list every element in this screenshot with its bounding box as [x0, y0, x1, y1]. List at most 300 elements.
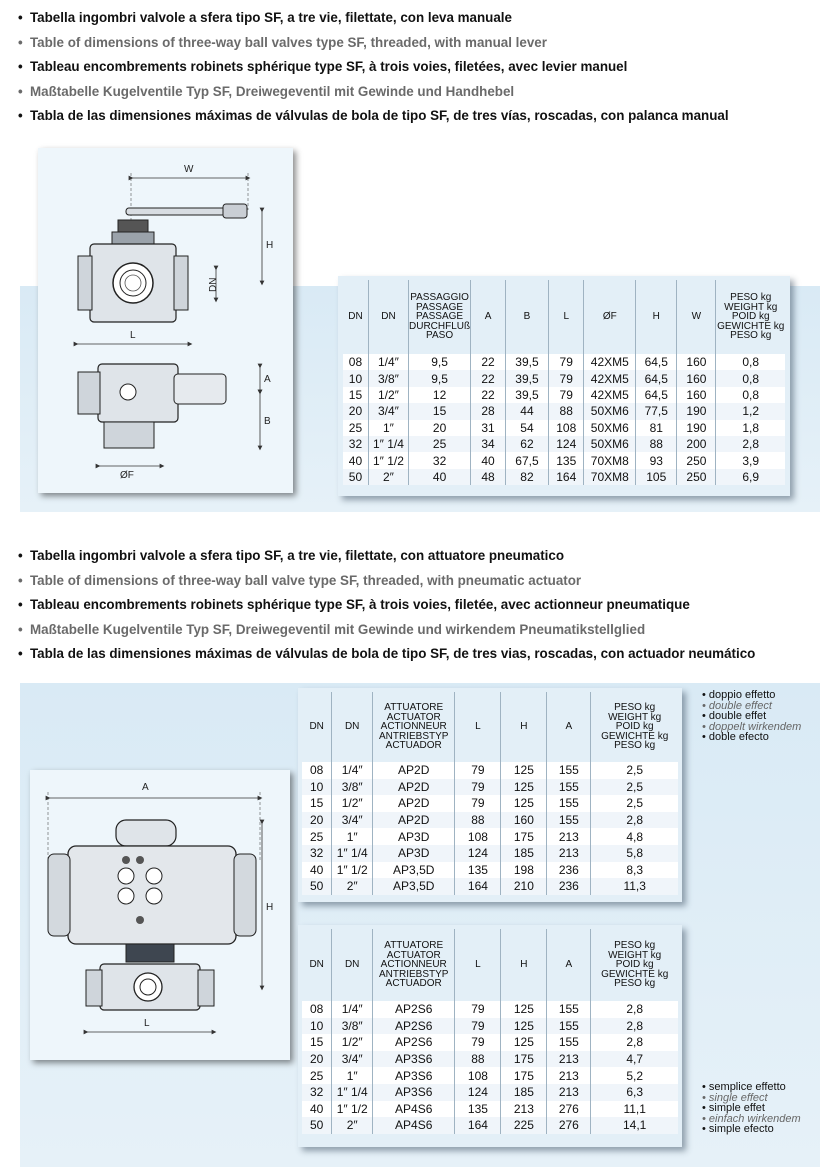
single-effect-table: [302, 929, 678, 1134]
table-cell: 54: [505, 420, 548, 436]
table-cell: 10: [310, 1018, 324, 1033]
table-cell: 50XM6: [584, 420, 636, 436]
table-cell: 79: [455, 1018, 501, 1035]
bullet-icon: •: [18, 597, 23, 612]
table-cell: 6,9: [716, 469, 785, 485]
table-row: [343, 436, 785, 452]
table-cell: AP3S6: [372, 1051, 454, 1068]
table-row: [343, 387, 785, 403]
table-cell: 2,8: [591, 1001, 678, 1018]
table-cell: 164: [455, 1117, 501, 1134]
table-cell: 50: [348, 469, 363, 484]
table-cell: 2,5: [591, 779, 678, 796]
table-cell: 4,8: [591, 828, 678, 845]
table-cell: 250: [677, 452, 716, 468]
table-cell: 1,8: [716, 420, 785, 436]
table-cell: 64,5: [636, 354, 677, 370]
table-cell: AP3D: [372, 845, 454, 862]
table-cell: 25: [310, 1068, 324, 1083]
table-cell: 0,8: [716, 354, 785, 370]
table-cell: AP2D: [372, 779, 454, 796]
table-cell: 82: [505, 469, 548, 485]
table-cell: 88: [455, 812, 501, 829]
table-cell: 20: [348, 404, 363, 419]
section2-heading: [18, 618, 755, 643]
table-cell: 2,5: [591, 762, 678, 779]
table-cell: 88: [549, 403, 584, 419]
table-cell: 20: [310, 1052, 324, 1067]
bullet-icon: •: [18, 646, 23, 661]
section2-headings: [18, 544, 755, 667]
table-cell: 15: [310, 1035, 324, 1050]
heading-text: Maßtabelle Kugelventile Typ SF, Dreiwegeventil mit Gewinde und wirkendem Pneumatikstellglied: [30, 621, 646, 637]
section1-heading: [18, 80, 729, 105]
table-row: [343, 403, 785, 419]
column-header: H: [501, 692, 547, 762]
table-cell: 42XM5: [584, 370, 636, 386]
table-cell: 108: [455, 1067, 501, 1084]
bullet-icon: •: [18, 572, 23, 588]
table-cell: 39,5: [505, 387, 548, 403]
bullet-icon: •: [18, 59, 23, 74]
heading-text: Table of dimensions of three-way ball valves type SF, threaded, with manual lever: [30, 34, 547, 50]
column-header: PESO kg WEIGHT kg POID kg GEWICHTE kg PESO kg: [591, 929, 678, 1001]
table-cell: 40: [310, 1101, 324, 1116]
table-cell: 124: [455, 1084, 501, 1101]
column-header: H: [501, 929, 547, 1001]
table-cell: 50: [310, 1118, 324, 1133]
table-row: [302, 1084, 678, 1101]
double-effect-labels: [702, 690, 801, 743]
heading-text: Tabella ingombri valvole a sfera tipo SF, a tre vie, filettate, con leva manuale: [30, 10, 512, 25]
single-effect-label: • simple effet: [702, 1102, 765, 1115]
table-cell: 1″: [332, 1067, 373, 1084]
column-header: L: [455, 929, 501, 1001]
table-cell: 236: [547, 878, 591, 895]
heading-text: Table of dimensions of three-way ball valve type SF, threaded, with pneumatic actuator: [30, 572, 582, 588]
table-cell: AP3D: [372, 828, 454, 845]
table-row: [302, 1018, 678, 1035]
table-cell: 160: [677, 354, 716, 370]
table-cell: 135: [455, 862, 501, 879]
table-cell: 79: [549, 370, 584, 386]
table-cell: 67,5: [505, 452, 548, 468]
heading-text: Maßtabelle Kugelventile Typ SF, Dreiwegeventil mit Gewinde und Handhebel: [30, 83, 515, 99]
heading-text: Tableau encombrements robinets sphérique type SF, à trois voies, filetées, avec levier manuel: [30, 59, 628, 74]
table-cell: 40: [348, 453, 363, 468]
bullet-icon: •: [18, 548, 23, 563]
column-header: ØF: [584, 280, 636, 354]
table-cell: 25: [348, 420, 363, 435]
table-cell: 200: [677, 436, 716, 452]
bullet-icon: •: [18, 34, 23, 50]
table-cell: 155: [547, 1001, 591, 1018]
table-cell: 125: [501, 795, 547, 812]
table-cell: 210: [501, 878, 547, 895]
table-cell: 0,8: [716, 370, 785, 386]
table-cell: 2″: [368, 469, 408, 485]
table-cell: 34: [471, 436, 506, 452]
table-cell: 25: [409, 436, 471, 452]
table-cell: 190: [677, 420, 716, 436]
table-cell: 2,8: [591, 812, 678, 829]
table-cell: 4,7: [591, 1051, 678, 1068]
table-cell: 79: [549, 387, 584, 403]
table-row: [302, 779, 678, 796]
table-cell: 20: [310, 813, 324, 828]
table-cell: AP3,5D: [372, 862, 454, 879]
table-cell: 155: [547, 779, 591, 796]
table-cell: 1/2″: [368, 387, 408, 403]
table-cell: 3/4″: [368, 403, 408, 419]
table-row: [343, 452, 785, 468]
section1-heading: [18, 104, 729, 129]
table-cell: 175: [501, 828, 547, 845]
table-cell: 42XM5: [584, 354, 636, 370]
table-cell: 155: [547, 812, 591, 829]
column-header: W: [677, 280, 716, 354]
table-cell: 0,8: [716, 387, 785, 403]
bullet-icon: •: [18, 83, 23, 99]
table-cell: AP3S6: [372, 1067, 454, 1084]
dim-h-label: H: [266, 240, 274, 251]
table-cell: 2″: [332, 878, 373, 895]
table-cell: 213: [547, 1051, 591, 1068]
table-cell: 6,3: [591, 1084, 678, 1101]
table-cell: 79: [455, 762, 501, 779]
table-cell: AP4S6: [372, 1101, 454, 1118]
dim-b-label: B: [264, 416, 271, 427]
column-header: H: [636, 280, 677, 354]
table-cell: 10: [348, 371, 363, 386]
column-header: DN: [309, 721, 324, 733]
table-cell: 31: [471, 420, 506, 436]
table-cell: 32: [409, 452, 471, 468]
table-cell: 42XM5: [584, 387, 636, 403]
table-cell: 135: [455, 1101, 501, 1118]
table-cell: 11,1: [591, 1101, 678, 1118]
table-cell: 2,8: [591, 1018, 678, 1035]
table-cell: 08: [310, 1002, 324, 1017]
table-cell: AP2S6: [372, 1001, 454, 1018]
double-effect-table: [302, 692, 678, 895]
table-cell: 3,9: [716, 452, 785, 468]
table-cell: 155: [547, 1018, 591, 1035]
column-header: A: [471, 280, 506, 354]
section1-headings: [18, 6, 729, 129]
table-row: [343, 469, 785, 485]
table-cell: 198: [501, 862, 547, 879]
table-cell: 64,5: [636, 370, 677, 386]
table-cell: 9,5: [409, 370, 471, 386]
single-effect-labels: [702, 1082, 801, 1135]
double-effect-table-box: [298, 688, 682, 902]
table-cell: 250: [677, 469, 716, 485]
table-cell: 276: [547, 1117, 591, 1134]
table-cell: 160: [677, 370, 716, 386]
single-effect-table-box: [298, 925, 682, 1147]
table-cell: 185: [501, 1084, 547, 1101]
table-row: [302, 845, 678, 862]
table-cell: 50: [310, 879, 324, 894]
table-cell: AP4S6: [372, 1117, 454, 1134]
table-cell: 1″ 1/2: [332, 1101, 373, 1118]
table-cell: 1/2″: [332, 1034, 373, 1051]
column-header: PESO kg WEIGHT kg POID kg GEWICHTE kg PESO kg: [716, 280, 785, 354]
table-row: [343, 420, 785, 436]
table-cell: 1″ 1/4: [332, 845, 373, 862]
table-row: [302, 878, 678, 895]
table-row: [302, 795, 678, 812]
table-cell: 1″: [332, 828, 373, 845]
table-cell: 8,3: [591, 862, 678, 879]
table-row: [302, 862, 678, 879]
table-cell: 08: [310, 763, 324, 778]
table-cell: 22: [471, 387, 506, 403]
table-cell: 1,2: [716, 403, 785, 419]
table-cell: 1″ 1/4: [332, 1084, 373, 1101]
table-cell: 185: [501, 845, 547, 862]
table-cell: 44: [505, 403, 548, 419]
table-cell: 155: [547, 762, 591, 779]
table-cell: 236: [547, 862, 591, 879]
table-cell: 79: [455, 795, 501, 812]
table-cell: 10: [310, 779, 324, 794]
bullet-icon: •: [18, 10, 23, 25]
table-cell: 70XM8: [584, 469, 636, 485]
section1-heading: [18, 55, 729, 80]
table-cell: 125: [501, 1001, 547, 1018]
table-cell: 08: [348, 355, 363, 370]
single-effect-label: • einfach wirkendem: [702, 1112, 801, 1125]
table-cell: 70XM8: [584, 452, 636, 468]
column-header: A: [547, 929, 591, 1001]
table-cell: 32: [348, 437, 363, 452]
table-cell: 2,8: [716, 436, 785, 452]
heading-text: Tabla de las dimensiones máximas de válvulas de bola de tipo SF, de tres vías, roscadas, con palanca manual: [30, 108, 729, 123]
section1-heading: [18, 6, 729, 31]
table-cell: 125: [501, 1018, 547, 1035]
dim-l2-label: L: [144, 1018, 150, 1029]
section1-heading: [18, 31, 729, 56]
table-cell: 213: [547, 845, 591, 862]
table-cell: 155: [547, 1034, 591, 1051]
table-cell: 1″ 1/2: [332, 862, 373, 879]
table-cell: AP3,5D: [372, 878, 454, 895]
table-cell: 175: [501, 1067, 547, 1084]
column-header: L: [455, 692, 501, 762]
table-cell: 48: [471, 469, 506, 485]
table-cell: 1/2″: [332, 795, 373, 812]
table-cell: 3/8″: [332, 779, 373, 796]
table-cell: 135: [549, 452, 584, 468]
table-cell: 1/4″: [332, 1001, 373, 1018]
table-row: [302, 1117, 678, 1134]
table-cell: 160: [677, 387, 716, 403]
table-row: [302, 812, 678, 829]
heading-text: Tabla de las dimensiones máximas de válvulas de bola de tipo SF, de tres vias, roscadas, con actuador neumático: [30, 646, 756, 661]
table-cell: 108: [549, 420, 584, 436]
table-cell: 1/4″: [368, 354, 408, 370]
column-header: PESO kg WEIGHT kg POID kg GEWICHTE kg PESO kg: [591, 692, 678, 762]
table-cell: 213: [547, 1084, 591, 1101]
heading-text: Tabella ingombri valvole a sfera tipo SF, a tre vie, filettate, con attuatore pneumatico: [30, 548, 565, 563]
manual-valve-drawing: [38, 148, 293, 493]
table-cell: 14,1: [591, 1117, 678, 1134]
table-cell: 39,5: [505, 354, 548, 370]
pneumatic-valve-svg: [30, 770, 290, 1060]
table-cell: 213: [501, 1101, 547, 1118]
table-cell: 9,5: [409, 354, 471, 370]
section2-heading: [18, 642, 755, 667]
table-row: [302, 1001, 678, 1018]
dim-w-label: W: [184, 164, 194, 175]
table-cell: 160: [501, 812, 547, 829]
column-header: DN: [332, 692, 373, 762]
table-cell: AP3S6: [372, 1084, 454, 1101]
single-effect-label: • single effect: [702, 1091, 768, 1104]
column-header: ATTUATORE ACTUATOR ACTIONNEUR ANTRIEBSTYP ACTUADOR: [372, 692, 454, 762]
table-cell: 15: [348, 387, 363, 402]
table-cell: 125: [501, 1034, 547, 1051]
table-cell: 50XM6: [584, 403, 636, 419]
pneumatic-valve-drawing: [30, 770, 290, 1060]
table-cell: 79: [455, 1034, 501, 1051]
single-effect-label: • semplice effetto: [702, 1081, 786, 1093]
table-row: [302, 1101, 678, 1118]
table-cell: 20: [409, 420, 471, 436]
table-cell: 5,8: [591, 845, 678, 862]
table-cell: 32: [310, 846, 324, 861]
table-row: [302, 1067, 678, 1084]
table-cell: 28: [471, 403, 506, 419]
table-cell: 2,5: [591, 795, 678, 812]
table-cell: 276: [547, 1101, 591, 1118]
table-cell: 2″: [332, 1117, 373, 1134]
table-cell: 164: [549, 469, 584, 485]
table-cell: 3/8″: [368, 370, 408, 386]
column-header: ATTUATORE ACTUATOR ACTIONNEUR ANTRIEBSTYP ACTUADOR: [372, 929, 454, 1001]
section2-heading: [18, 544, 755, 569]
table-cell: 79: [455, 1001, 501, 1018]
double-effect-label: • double effect: [702, 699, 772, 712]
table-row: [302, 1051, 678, 1068]
table-cell: 40: [310, 862, 324, 877]
table-cell: 2,8: [591, 1034, 678, 1051]
table-cell: AP2D: [372, 795, 454, 812]
table-row: [343, 354, 785, 370]
double-effect-label: • doble efecto: [702, 731, 769, 744]
table-cell: 164: [455, 878, 501, 895]
table-cell: 81: [636, 420, 677, 436]
table-cell: 11,3: [591, 878, 678, 895]
dim-a-label: A: [264, 374, 271, 385]
table-cell: 5,2: [591, 1067, 678, 1084]
table-cell: AP2S6: [372, 1018, 454, 1035]
table-cell: 1″ 1/4: [368, 436, 408, 452]
table-cell: AP2D: [372, 762, 454, 779]
table-cell: 50XM6: [584, 436, 636, 452]
dim-dn-label: DN: [208, 277, 219, 292]
column-header: A: [547, 692, 591, 762]
double-effect-label: • double effet: [702, 710, 767, 723]
table-row: [302, 1034, 678, 1051]
table-cell: 79: [549, 354, 584, 370]
table-cell: 190: [677, 403, 716, 419]
dim-a2-label: A: [142, 782, 149, 793]
dim-l-label: L: [130, 330, 136, 341]
table-cell: 124: [455, 845, 501, 862]
heading-text: Tableau encombrements robinets sphérique type SF, à trois voies, filetée, avec actionneur pneumatique: [30, 597, 690, 612]
table-cell: 105: [636, 469, 677, 485]
table-cell: 3/4″: [332, 812, 373, 829]
table-cell: 77,5: [636, 403, 677, 419]
table-cell: 12: [409, 387, 471, 403]
bullet-icon: •: [18, 621, 23, 637]
table-cell: 15: [409, 403, 471, 419]
table-cell: 3/4″: [332, 1051, 373, 1068]
table-cell: 62: [505, 436, 548, 452]
table-cell: 39,5: [505, 370, 548, 386]
table-cell: 125: [501, 779, 547, 796]
table-cell: 64,5: [636, 387, 677, 403]
manual-valve-svg: [38, 148, 293, 493]
table-cell: AP2D: [372, 812, 454, 829]
dim-of-label: ØF: [120, 470, 134, 481]
table-cell: 88: [455, 1051, 501, 1068]
bullet-icon: •: [18, 108, 23, 123]
table-cell: 1″: [368, 420, 408, 436]
table-cell: 1″ 1/2: [368, 452, 408, 468]
dim-h2-label: H: [266, 902, 274, 913]
column-header: DN: [332, 929, 373, 1001]
column-header: DN: [368, 280, 408, 354]
column-header: DN: [309, 959, 324, 971]
table-row: [302, 762, 678, 779]
table-cell: 93: [636, 452, 677, 468]
table-cell: 79: [455, 779, 501, 796]
column-header: DN: [348, 311, 363, 323]
table-cell: 15: [310, 796, 324, 811]
section2-heading: [18, 569, 755, 594]
table-cell: 108: [455, 828, 501, 845]
table-cell: 213: [547, 828, 591, 845]
column-header: L: [549, 280, 584, 354]
double-effect-label: • doppio effetto: [702, 689, 776, 701]
table-cell: 40: [471, 452, 506, 468]
column-header: PASSAGGIO PASSAGE PASSAGE DURCHFLUß PASO: [409, 280, 471, 354]
table-cell: 22: [471, 370, 506, 386]
column-header: B: [505, 280, 548, 354]
table-cell: 213: [547, 1067, 591, 1084]
table-cell: 3/8″: [332, 1018, 373, 1035]
table-cell: 124: [549, 436, 584, 452]
table-cell: 40: [409, 469, 471, 485]
table-cell: 32: [310, 1085, 324, 1100]
table-cell: 125: [501, 762, 547, 779]
table-cell: 88: [636, 436, 677, 452]
table-cell: 22: [471, 354, 506, 370]
double-effect-label: • doppelt wirkendem: [702, 720, 802, 733]
section2-heading: [18, 593, 755, 618]
table-row: [302, 828, 678, 845]
table-cell: AP2S6: [372, 1034, 454, 1051]
table-cell: 175: [501, 1051, 547, 1068]
table-cell: 1/4″: [332, 762, 373, 779]
table-cell: 225: [501, 1117, 547, 1134]
manual-valve-table-box: [338, 276, 790, 496]
table-cell: 25: [310, 829, 324, 844]
